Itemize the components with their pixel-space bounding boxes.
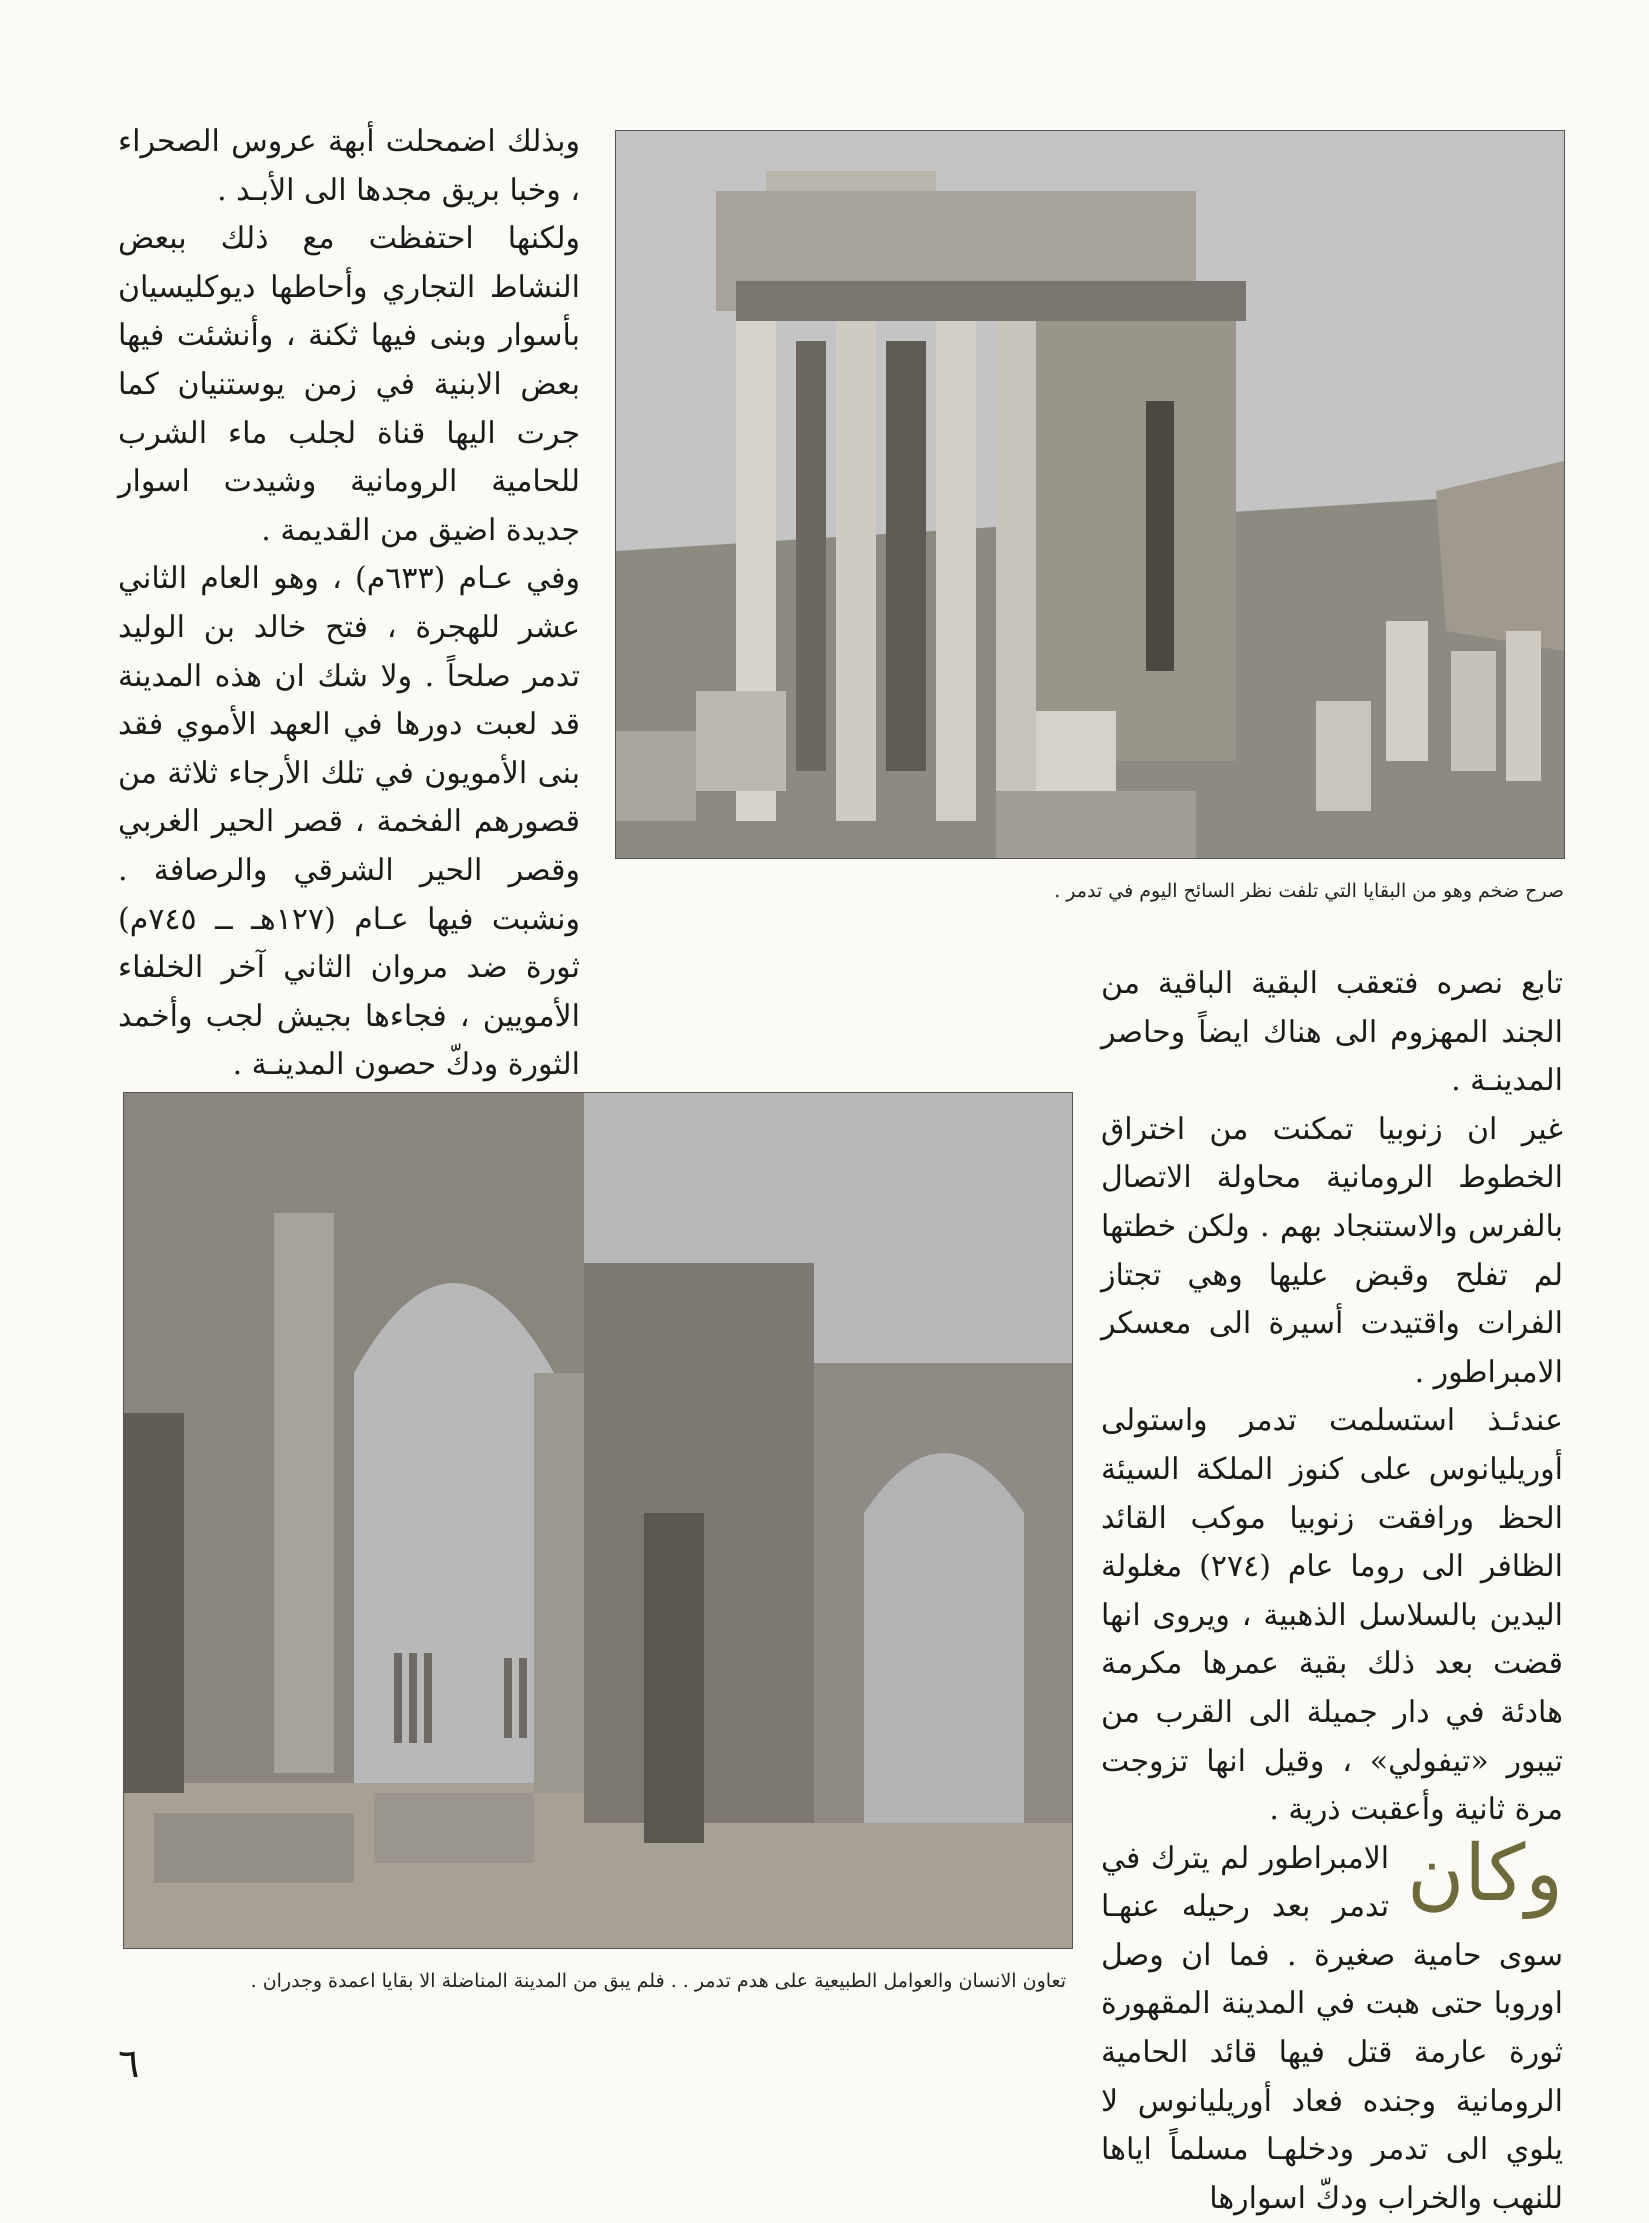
bottom-photo-caption: تعاون الانسان والعوامل الطبيعية على هدم تدمر . . فلم يبق من المدينة المناضلة الا بقايا اعمدة وجدران . [250,1970,1066,1992]
right-paragraph-4 [1101,1828,1563,2223]
left-text-column [118,118,580,1090]
arch-ruin-photo [123,1092,1073,1949]
left-paragraph-3: وفي عـام (٦٣٣م) ، وهو العام الثاني عشر للهجرة ، فتح خالد بن الوليد تدمر صلحاً . ولا شك ان هذه المدينة قد لعبت دورها في العهد الأموي فقد بنى الأمويون في تلك الأرجاء ثلاثة من قصورهم الفخمة ، قصر الحير الغربي وقصر الحير الشرقي والرصافة . ونشبت فيها عـام (١٢٧هـ ــ ٧٤٥م) ثورة ضد مروان الثاني آخر الخلفاء الأمويين ، فجاءها بجيش لجب وأخمد الثورة ودكّ حصون المدينـة . [118,561,580,1083]
right-paragraph-2: غير ان زنوبيا تمكنت من اختراق الخطوط الرومانية محاولة الاتصال بالفرس والاستنجاد بهم . ولكن خطتها لم تفلح وقبض عليها وهي تجتاز الفرات واقتيدت أسيرة الى معسكر الامبراطور . [1101,1111,1563,1390]
top-photo-caption: صرح ضخم وهو من البقايا التي تلفت نظر السائح اليوم في تدمر . [1054,880,1564,902]
left-paragraph-2: ولكنها احتفظت مع ذلك ببعض النشاط التجاري وأحاطها ديوكليسيان بأسوار وبنى فيها ثكنة ، وأنشئت فيها بعض الابنية في زمن يوستنيان كما جرت اليها قناة لجلب ماء الشرب للحامية الرومانية وشيدت اسوار جديدة اضيق من القديمة . [118,221,580,548]
left-paragraph-1: وبذلك اضمحلت أبهة عروس الصحراء ، وخبا بريق مجدها الى الأبـد . [118,124,580,208]
temple-ruin-photo [615,130,1565,859]
right-paragraph-1: تابع نصره فتعقب البقية الباقية من الجند المهزوم الى هناك ايضاً وحاصر المدينـة . [1101,966,1563,1099]
dropcap-word: وكان [1407,1828,1563,1919]
dropcap-paragraph-text: الامبراطور لم يترك في تدمر بعد رحيله عنهـا سوى حامية صغيرة . فما ان وصل اوروبا حتى هبت في المدينة المقهورة ثورة عارمة قتل فيها قائد الحامية الرومانية وجنده فعاد أوريليانوس لا يلوي الى تدمر ودخلهـا مسلماً اياها للنهب والخراب ودكّ اسوارها [1101,1840,1563,2216]
page-number: ٦ [118,2041,140,2087]
right-text-column [1101,960,1563,2223]
right-paragraph-3: عندئـذ استسلمت تدمر واستولى أوريليانوس على كنوز الملكة السيئة الحظ ورافقت زنوبيا موكب القائد الظافر الى روما عام (٢٧٤) مغلولة اليدين بالسلاسل الذهبية ، ويروى انها قضت بعد ذلك بقية عمرها مكرمة هادئة في دار جميلة الى القرب من تيبور «تيفولي» ، وقيل انها تزوجت مرة ثانية وأعقبت ذرية . [1101,1403,1564,1828]
